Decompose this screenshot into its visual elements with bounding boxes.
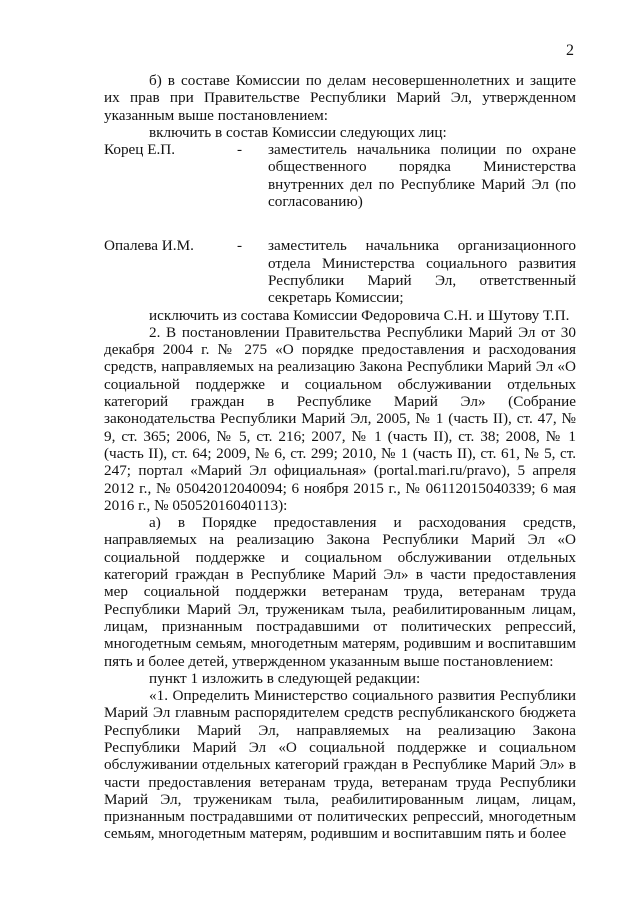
paragraph-procedure-changes: а) в Порядке предоставления и расходования средств, направляемых на реализацию Закона Республики Марий Эл «О социальной поддержке и социальном обслуживании отдельных категорий граждан в Республике Марий Эл» в части предоставления мер социальной поддержки ветеранам труда, ветеранам труда Республики Марий Эл, труженикам тыла, реабилитированным лицам, лицам, признанным пострадавшими от политических репрессий, многодетным семьям, многодетным матерям, родившим и воспитавшим пять и более детей, утвержденном указанным выше постановлением: (104, 514, 576, 670)
member-entry (104, 237, 576, 306)
paragraph-include-members: включить в состав Комиссии следующих лиц: (149, 123, 447, 141)
page-number: 2 (566, 42, 574, 59)
member-name: Корец Е.П. (104, 141, 176, 159)
member-role: заместитель начальника организационного отдела Министерства социального развития Республики Марий Эл, ответственный секретарь Комиссии; (268, 237, 576, 307)
document-body (104, 72, 576, 843)
member-dash: - (237, 237, 243, 255)
entry-spacer (104, 210, 576, 237)
paragraph-point-1-intro: пункт 1 изложить в следующей редакции: (149, 669, 421, 687)
paragraph-commission-section: б) в составе Комиссии по делам несовершеннолетних и защите их прав при Правительстве Республики Марий Эл, утвержденном указанным выше постановлением: (104, 72, 576, 124)
member-dash: - (237, 141, 243, 159)
member-name: Опалева И.М. (104, 237, 194, 255)
paragraph-point-1-text: «1. Определить Министерство социального развития Республики Марий Эл главным распорядителем средств республиканского бюджета Республики Марий Эл, направляемых на реализацию Закона Республики Марий Эл «О социальной поддержке и социальном обслуживании отдельных категорий граждан в Республике Марий Эл» в части предоставления ветеранам труда, ветеранам труда Республики Марий Эл, труженикам тыла, реабилитированным лицам, лицам, признанным пострадавшими от политических репрессий, многодетным семьям, многодетным матерям, родившим и воспитавшим пять и более (104, 687, 576, 843)
member-entry (104, 141, 576, 210)
paragraph-exclude-members: исключить из состава Комиссии Федоровича С.Н. и Шутову Т.П. (149, 306, 570, 324)
paragraph-resolution-275: 2. В постановлении Правительства Республики Марий Эл от 30 декабря 2004 г. № 275 «О порядке предоставления и расходования средств, направляемых на реализацию Закона Республики Марий Эл «О социальной поддержке и социальном обслуживании отдельных категорий граждан в Республике Марий Эл» (Собрание законодательства Республики Марий Эл, 2005, № 1 (часть II), ст. 47, № 9, ст. 365; 2006, № 5, ст. 216; 2007, № 1 (часть II), ст. 38; 2008, № 1 (часть II), ст. 64; 2009, № 6, ст. 299; 2010, № 1 (часть II), ст. 61, № 5, ст. 247; портал «Марий Эл официальная» (portal.mari.ru/pravo), 5 апреля 2012 г., № 05042012040094; 6 ноября 2015 г., № 06112015040339; 6 мая 2016 г., № 05052016040113): (104, 323, 576, 514)
member-role: заместитель начальника полиции по охране общественного порядка Министерства внутренних дел по Республике Марий Эл (по согласованию) (268, 141, 576, 211)
